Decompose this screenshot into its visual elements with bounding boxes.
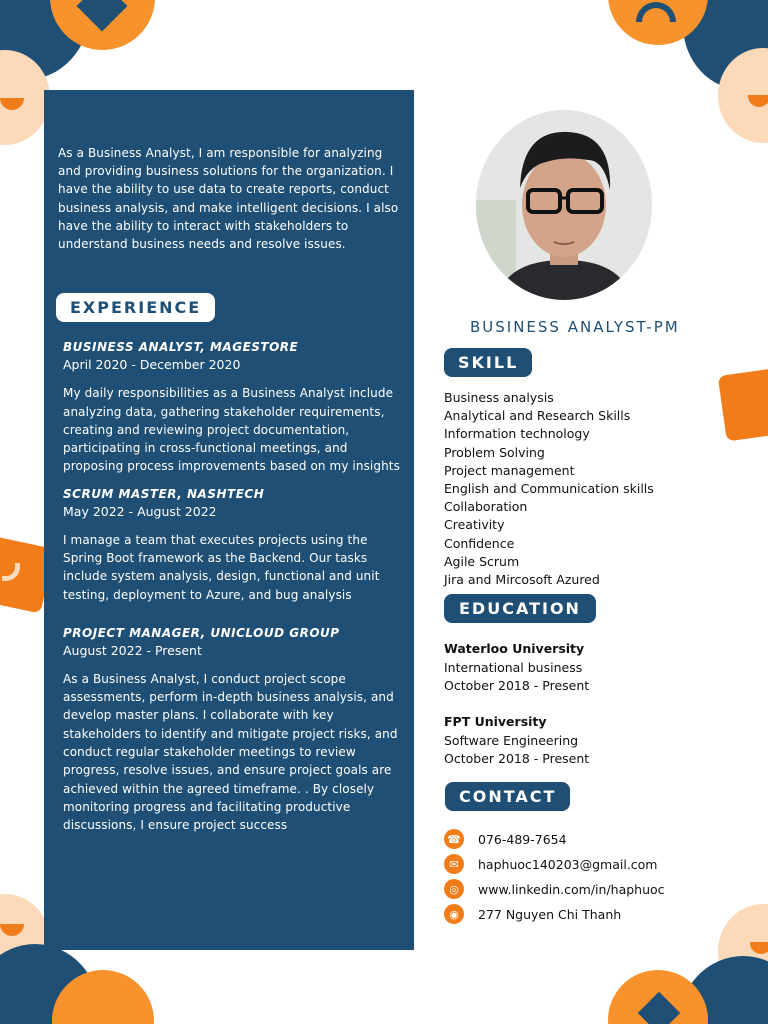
contact-address: [444, 904, 621, 924]
website-link[interactable]: www.linkedin.com/in/haphuoc: [478, 881, 665, 897]
job-date: August 2022 - Present: [63, 642, 202, 658]
job-date: May 2022 - August 2022: [63, 503, 217, 519]
school-name: Waterloo University: [444, 641, 585, 656]
list-item: Jira and Mircosoft Azured: [444, 572, 600, 588]
job-title: SCRUM MASTER, NASHTECH: [63, 486, 265, 501]
field-of-study: International business: [444, 659, 583, 675]
location-pin-icon: ◉: [444, 904, 464, 924]
experience-heading: EXPERIENCE: [56, 293, 215, 322]
profile-summary: As a Business Analyst, I am responsible for analyzing and providing business solutions for the organization. I have the ability to use data to create reports, conduct business analysis, and make intelligent decisions. I also have the ability to interact with stakeholders to understand business needs and resolve issues.: [58, 146, 399, 252]
phone-icon: ☎: [444, 829, 464, 849]
profile-photo: [476, 110, 652, 300]
contact-phone: [444, 829, 567, 849]
list-item: Problem Solving: [444, 444, 545, 460]
education-date: October 2018 - Present: [444, 677, 590, 693]
globe-icon: ◎: [444, 879, 464, 899]
left-panel: [44, 90, 414, 950]
list-item: Agile Scrum: [444, 553, 520, 569]
list-item: Analytical and Research Skills: [444, 408, 631, 424]
skill-heading: SKILL: [444, 348, 532, 377]
contact-website: [444, 879, 665, 899]
list-item: Business analysis: [444, 390, 554, 405]
job-title: BUSINESS ANALYST, MAGESTORE: [63, 340, 299, 355]
job-title: PROJECT MANAGER, UNICLOUD GROUP: [63, 625, 340, 640]
contact-heading-wrap: [445, 782, 570, 811]
job-description: As a Business Analyst, I conduct project scope assessments, perform in-depth business analysis, and develop master plans. I collaborate with key stakeholders to identify and mitigate project risks, and conduct regular stakeholder meetings to review progress, resolve issues, and ensure project goals are achieved within the agreed timeframe. . By closely monitoring progress and facilitating productive discussions, I ensure project success: [63, 671, 398, 833]
education-date: October 2018 - Present: [444, 750, 590, 766]
job-description: My daily responsibilities as a Business Analyst include analyzing data, gathering stakeholder requirements, creating and reviewing project documentation, participating in cross-functional meetings, and proposing process improvements based on my insights: [63, 386, 400, 474]
education-entry: [444, 640, 744, 695]
email-icon: ✉: [444, 854, 464, 874]
education-entry: [444, 713, 744, 768]
education-heading-wrap: [444, 594, 596, 623]
skill-list: [444, 389, 744, 589]
job-role-title: BUSINESS ANALYST-PM: [470, 318, 680, 336]
list-item: Creativity: [444, 517, 505, 533]
experience-heading-wrap: [56, 293, 400, 322]
field-of-study: Software Engineering: [444, 732, 579, 748]
job-item: [63, 485, 400, 604]
list-item: Collaboration: [444, 499, 528, 515]
job-description: I manage a team that executes projects using the Spring Boot framework as the Backend. Our tasks include system analysis, design, functional and unit testing, deployment to Azure, and bug analysis: [63, 532, 380, 602]
email-link[interactable]: haphuoc140203@gmail.com: [478, 856, 658, 872]
school-name: FPT University: [444, 714, 547, 729]
education-heading: EDUCATION: [444, 594, 596, 623]
avatar-icon: [476, 110, 652, 300]
list-item: Information technology: [444, 426, 590, 442]
job-date: April 2020 - December 2020: [63, 357, 241, 373]
contact-heading: CONTACT: [445, 782, 570, 811]
list-item: English and Communication skills: [444, 481, 654, 497]
phone-number: 076-489-7654: [478, 831, 567, 847]
job-item: [63, 338, 400, 475]
skill-heading-wrap: [444, 348, 532, 377]
contact-email: [444, 854, 658, 874]
list-item: Confidence: [444, 535, 515, 551]
job-item: [63, 624, 400, 835]
list-item: Project management: [444, 462, 575, 478]
address-text: 277 Nguyen Chi Thanh: [478, 906, 622, 922]
decoration-top-right: [608, 0, 768, 150]
